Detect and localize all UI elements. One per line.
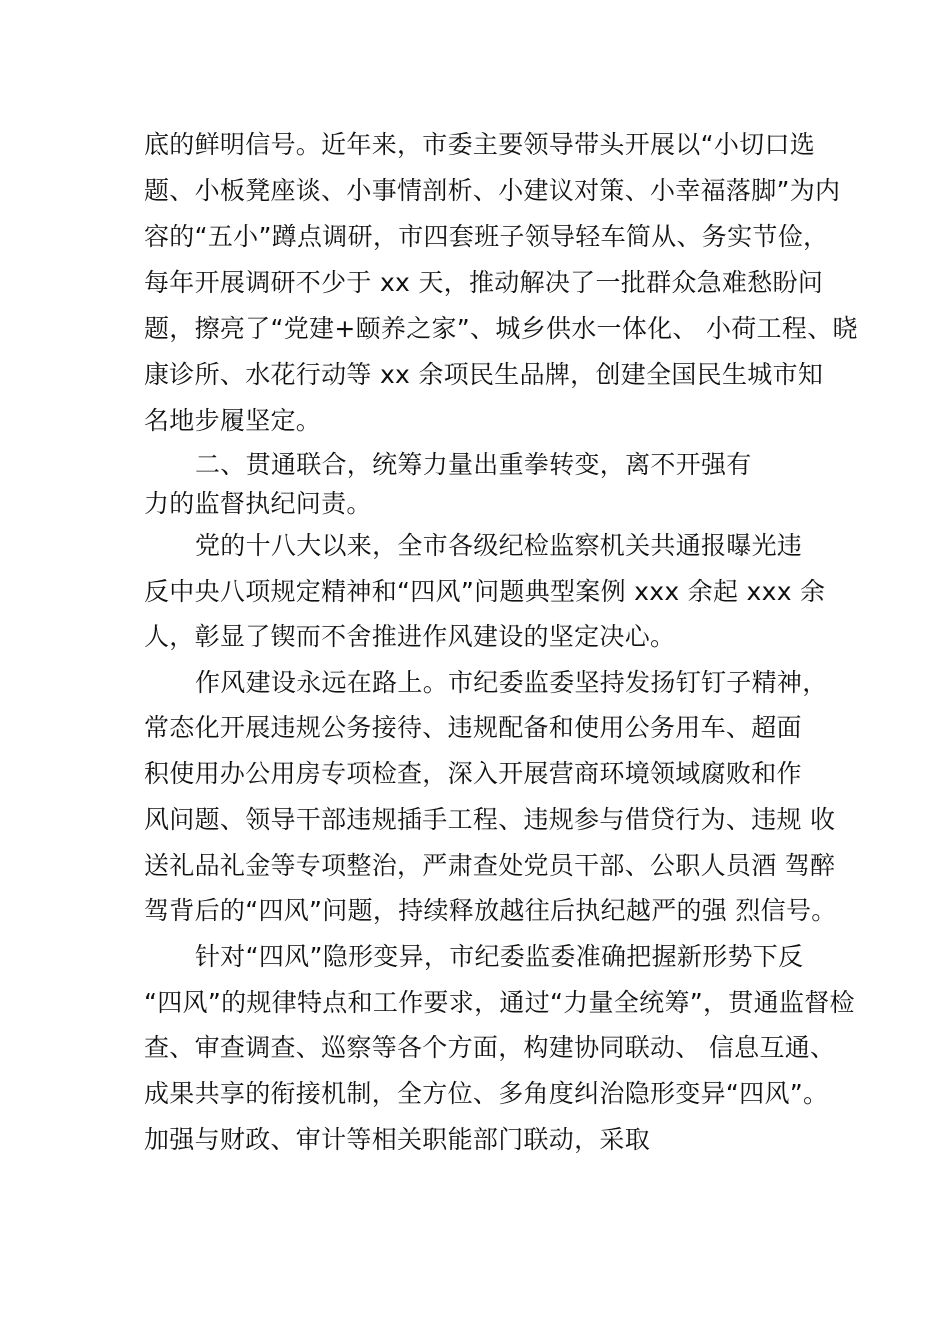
text-line: 康诊所、水花行动等 xx 余项民生品牌，创建全国民生城市知 — [144, 360, 824, 389]
text-line: “四风”的规律特点和工作要求，通过“力量全统筹”，贯通监督检 — [144, 988, 855, 1017]
text-line: 名地步履坚定。 — [144, 406, 322, 435]
text-line: 容的“五小”蹲点调研，市四套班子领导轻车简从、务实节俭， — [144, 222, 829, 251]
section-heading-line: 力的监督执纪问责。 — [144, 489, 372, 518]
text-line: 常态化开展违规公务接待、违规配备和使用公务用车、超面 — [144, 713, 802, 742]
text-line: 加强与财政、审计等相关职能部门联动，采取 — [144, 1125, 651, 1154]
text-line: 驾背后的“四风”问题，持续释放越往后执纪越严的强 烈信号。 — [144, 896, 837, 925]
text-line: 每年开展调研不少于 xx 天，推动解决了一批群众急难愁盼问 — [144, 268, 824, 297]
text-line: 查、审查调查、巡察等各个方面，构建协同联动、 信息互通、 — [144, 1033, 836, 1062]
section-heading-line: 二、贯通联合，统筹力量出重拳转变，离不开强有 — [195, 450, 752, 479]
text-line: 反中央八项规定精神和“四风”问题典型案例 xxx 余起 xxx 余 — [144, 577, 826, 606]
text-line: 风问题、领导干部违规插手工程、违规参与借贷行为、违规 收 — [144, 805, 836, 834]
paragraph-first-line: 党的十八大以来，全市各级纪检监察机关共通报曝光违 — [195, 531, 803, 560]
text-line: 成果共享的衔接机制，全方位、多角度纠治隐形变异“四风”。 — [144, 1079, 829, 1108]
text-line: 人，彰显了锲而不舍推进作风建设的坚定决心。 — [144, 622, 676, 651]
text-line: 底的鲜明信号。近年来，市委主要领导带头开展以“小切口选 — [144, 130, 816, 159]
paragraph-first-line: 作风建设永远在路上。市纪委监委坚持发扬钉钉子精神， — [195, 668, 828, 697]
paragraph-first-line: 针对“四风”隐形变异，市纪委监委准确把握新形势下反 — [195, 942, 804, 971]
text-line: 题、小板凳座谈、小事情剖析、小建议对策、小幸福落脚”为内 — [144, 176, 841, 205]
text-line: 积使用办公用房专项检查，深入开展营商环境领域腐败和作 — [144, 759, 802, 788]
text-line: 送礼品礼金等专项整治，严肃查处党员干部、公职人员酒 驾醉 — [144, 851, 836, 880]
text-line: 题，擦亮了“党建+颐养之家”、城乡供水一体化、 小荷工程、晓 — [144, 314, 858, 343]
